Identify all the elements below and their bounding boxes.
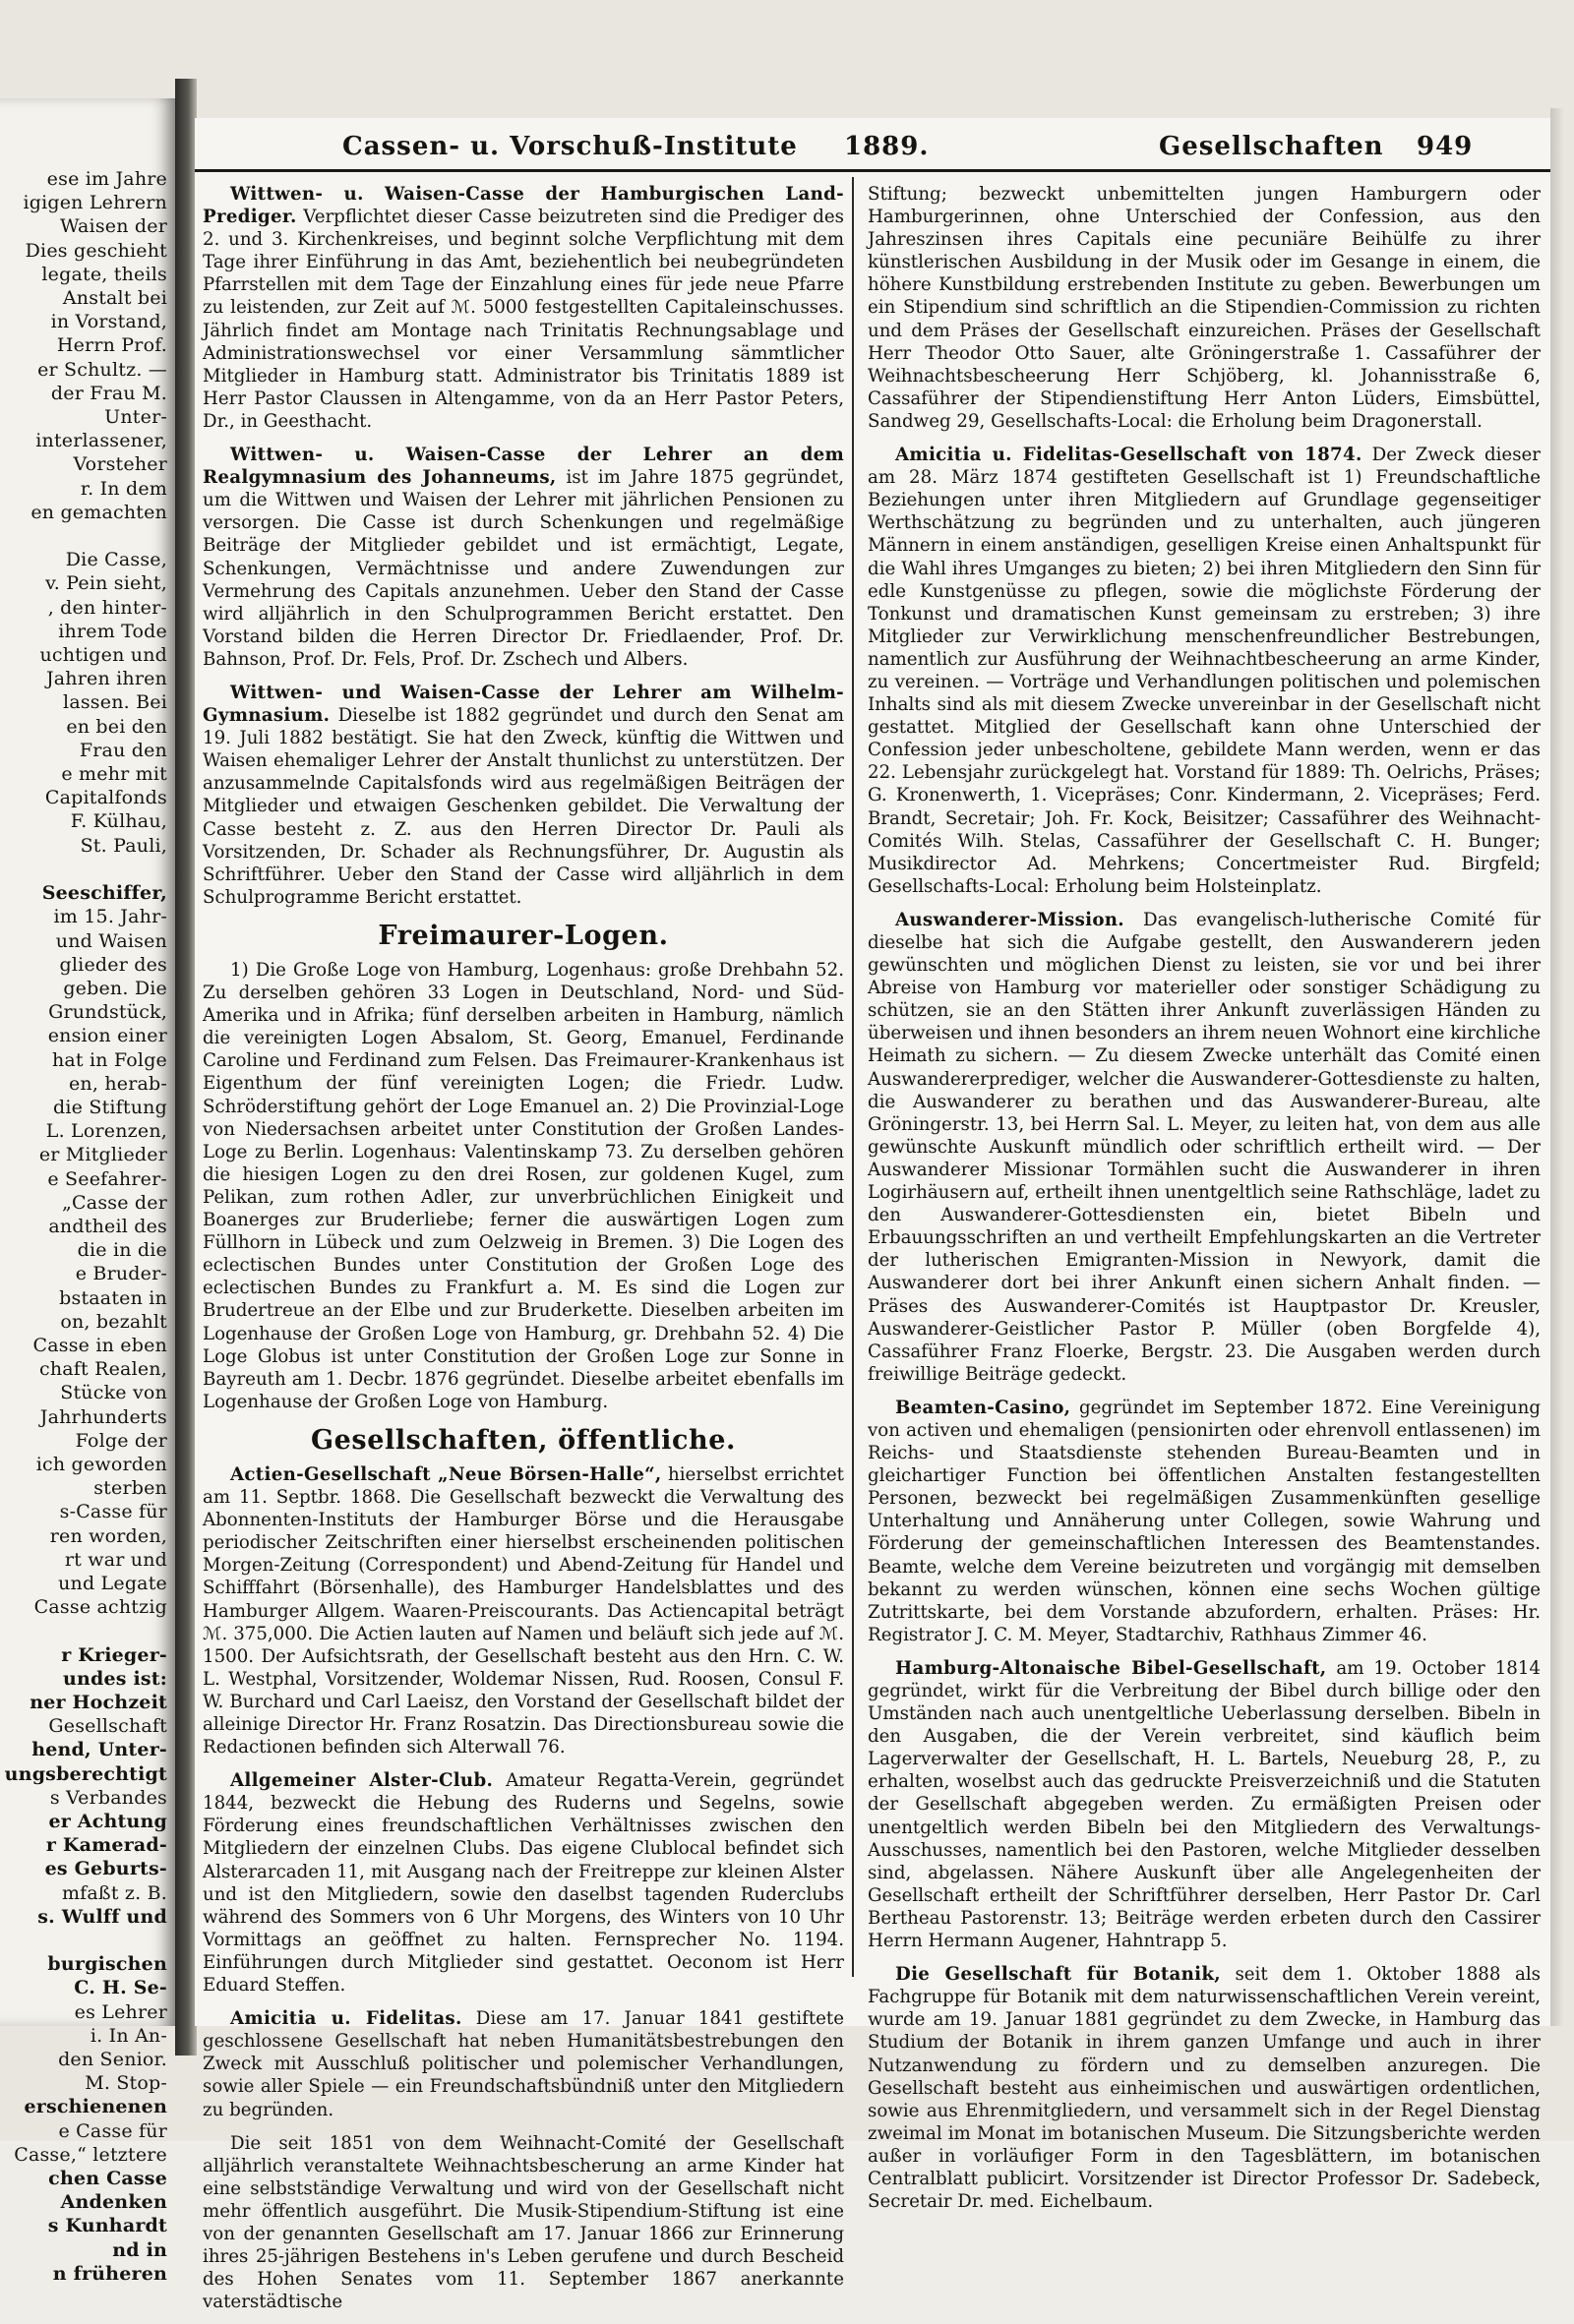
facing-page-line: e Bruder- [75,1263,167,1285]
facing-page-line: ihrem Tode [58,620,167,642]
entry-title: Amicitia u. Fidelitas. [230,2008,462,2030]
entry [868,1963,1541,2213]
entry-title: Wittwen- u. Waisen-Casse der Lehrer an dem Realgymnasium des Johanneums, [203,445,844,489]
facing-page-text [0,167,167,2286]
facing-page-line: s Verbandes [49,1786,167,1809]
facing-page-line: Anstalt bei [62,287,167,310]
entry: 1) Die Große Loge von Hamburg, Logenhaus: große Drehbahn 52. Zu derselben gehören 33 Logen in Deutschland, Nord- und Süd-Amerika und in Afrika; fünf derselben arbeiten in Hamburg, nämlich die vereinigten Logen Absalom, St. Georg, Emanuel, Ferdinande Caroline und Ferdinand zum Felsen. Das Freimaurer-Krankenhaus ist Eigenthum der fünf vereinigten Logen; die Friedr. Ludw. Schröderstiftung gehört der Loge Emanuel an. 2) Die Provinzial-Loge von Niedersachsen arbeitet unter Constitution der Großen Landes-Loge zu Berlin. Logenhaus: Valentinskamp 73. Zu derselben gehören die hiesigen Logen zu den drei Rosen, zur goldenen Kugel, zum Pelikan, zum rothen Adler, zur unverbrüchlichen Einigkeit und Boanerges zur Bruderliebe; ferner die auswärtigen Logen zum Füllhorn in Lübeck und zum Oelzweig in Bremen. 3) Die Logen des eclectischen Bundes unter Constitution der Großen Loge des eclectischen Bundes zu Frankfurt a. M. Es sind die Logen zur Brudertreue an der Elbe und zur Bruderkette. Dieselben arbeiten im Logenhause der Großen Loge von Hamburg, gr. Drehbahn 52. 4) Die Loge Globus ist unter Constitution der Großen Loge zur Sonne in Bayreuth am 1. Decbr. 1876 gegründet. Dieselbe arbeitet ebenfalls im Logenhause der Großen Loge von Hamburg. [203,960,844,1412]
facing-page-line: Herrn Prof. [56,334,167,357]
facing-page-line: chen Casse [48,2168,167,2190]
facing-page-line: Casse in eben [32,1334,167,1356]
section-heading-gesellschaften: Gesellschaften, öffentliche. [310,1424,737,1456]
page-number: 949 [1417,132,1474,161]
facing-page-line: , den hinter- [47,596,167,619]
facing-page-line: Frau den [79,739,167,761]
facing-page-line: e mehr mit [61,763,167,786]
facing-page-line: St. Pauli, [80,834,167,857]
facing-page-line [0,524,167,548]
entry-title: Wittwen- und Waisen-Casse der Lehrer am Wilhelm-Gymnasium. [203,682,844,727]
entry-text: Diese am 17. Januar 1841 gestiftete geschlossene Gesellschaft hat neben Humanitätsbestrebungen den Zweck mit Ausschluß politischer und polemischer Verhandlungen, sowie aller Spiele — ein Freundschaftsbündniß unter den Mitgliedern zu begründen. [203,2008,844,2120]
facing-page-line: er Mitglieder [38,1144,167,1166]
entry-continuation: Die seit 1851 von dem Weihnacht-Comité der Gesellschaft alljährlich veranstaltete Weihnachtsbescherung an arme Kinder hat eine selbstständige Verwaltung und wird von der Gesellschaft nicht mehr öffentlich ausgeführt. Die Musik-Stipendium-Stiftung ist eine von der genannten Gesellschaft am 17. Januar 1866 zur Erinnerung ihres 25-jährigen Bestehens in's Leben gerufene und durch Bescheid des Hohen Senates vom 11. September 1867 anerkannte vaterstädtische [203,2132,844,2313]
facing-page-line: „Casse der [62,1191,167,1214]
entry-title: Hamburg-Altonaische Bibel-Gesellschaft, [895,1657,1327,1679]
entry [203,1769,844,1996]
header-rule [195,169,1550,172]
facing-page-line: in Vorstand, [50,311,167,333]
facing-page-line: igigen Lehrern [23,192,167,214]
entry [203,2007,844,2120]
page-949 [195,118,1550,2313]
facing-page-line: Gesellschaft [48,1715,167,1738]
facing-page-line: geben. Die [63,977,167,999]
facing-page-line: Die Casse, [65,549,167,571]
facing-page-line: ren worden, [49,1524,167,1547]
facing-page-line: rt war und [64,1548,167,1571]
header-chapter-title: Gesellschaften [1159,132,1384,161]
entry-title: Allgemeiner Alster-Club. [230,1770,494,1792]
entry-text: Amateur Regatta-Verein, gegründet 1844, bezweckt die Hebung des Ruderns und Segelns, sowie Förderung eines freundschaftlichen Verhältnisses zwischen den Mitgliedern der einzelnen Clubs. Das eigene Clublocal befindet sich Alsterarcaden 11, mit Ausgang nach der Freitreppe zur kleinen Alster und ist den Mitgliedern, sowie den daselbst tagenden Ruderclubs während des Sommers von 6 Uhr Morgens, des Winters von 10 Uhr Vormittags an geöffnet zu halten. Fernsprecher No. 1194. Einführungen durch Mitglieder sind gestattet. Oeconom ist Herr Eduard Steffen. [203,1770,844,1996]
section-heading-freimaurer: Freimaurer-Logen. [378,920,669,951]
facing-page-fragment [0,98,175,2285]
facing-page-line: r Kamerad- [45,1834,167,1857]
facing-page-line [0,1619,167,1642]
facing-page-line: n früheren [52,2262,167,2285]
facing-page-line: die Stiftung [53,1096,167,1118]
facing-page-line: erschienenen [24,2096,167,2118]
facing-page-line: den Senior. [58,2049,167,2071]
header-section-title: Cassen- u. Vorschuß-Institute [342,132,798,161]
entry-text: gegründet im September 1872. Eine Vereinigung von activen und ehemaligen (pensionirten oder ehrenvoll entlassenen) im Reichs- und Staatsdienste stehenden Bureau-Beamten und in gleichartiger Function bei öffentlichen Anstalten festangestellten Personen, bezweckt bei regelmäßigen Zusammenkünften gesellige Unterhaltung und Annäherung unter Collegen, sowie Wahrung und Förderung der gemeinschaftlichen Interessen des Beamtenstandes. Beamte, welche dem Vereine beizutreten und vorgängig mit demselben bekannt zu werden wünschen, können eine sechs Wochen gültige Zutrittskarte, bei dem Vorstande abzufordern, erhalten. Präses: Hr. Registrator J. C. M. Meyer, Stadtarchiv, Rathhaus Zimmer 46. [868,1397,1541,1645]
facing-page-line: ension einer [47,1025,167,1047]
facing-page-line: e Casse für [58,2119,167,2142]
entry-title: Actien-Gesellschaft „Neue Börsen-Halle“, [230,1463,662,1485]
facing-page-line: s. Wulff und [37,1905,167,1928]
facing-page-line: r Krieger- [61,1643,167,1666]
facing-page-line: die in die [77,1239,167,1262]
facing-page-line: L. Lorenzen, [45,1120,167,1143]
facing-page-line: hend, Unter- [31,1739,167,1761]
facing-page-line: M. Stop- [85,2072,167,2095]
facing-page-line: en bei den [66,715,167,738]
facing-page-line: i. In An- [90,2024,167,2047]
column-divider [852,177,854,1977]
facing-page-line: Folge der [75,1429,167,1452]
facing-page-line: interlassener, [35,430,167,452]
entry-title: Amicitia u. Fidelitas-Gesellschaft von 1874. [895,445,1362,466]
facing-page-line: ich geworden [35,1453,167,1475]
entry-text: hierselbst errichtet am 11. Septbr. 1868. Die Gesellschaft bezweckt die Verwaltung des Abonnenten-Instituts der Hamburger Börse und die Herausgabe periodischer Zeitschriften einer hierselbst erscheinenden politischen Morgen-Zeitung (Correspondent) und Abend-Zeitung für Handel und Schifffahrt (Börsenhalle), des Hamburger Handelsblattes und des Hamburger Allgem. Waaren-Preiscourants. Das Actiencapital beträgt ℳ. 375,000. Die Actien lauten auf Namen und beläuft sich jede auf ℳ. 1500. Der Aufsichtsrath, der Gesellschaft besteht aus den Hrn. C. W. L. Westphal, Vorsitzender, Woldemar Nissen, Rud. Roosen, Consul F. W. Burchard und Carl Laeisz, den Vorstand der Gesellschaft bildet der alleinige Director Hr. Franz Rosatzin. Das Directionsbureau sowie die Redactionen befinden sich Alterwall 76. [203,1463,844,1758]
entry [868,444,1541,898]
entry [203,444,844,671]
facing-page-line: Jahrhunderts [39,1405,167,1428]
facing-page-line: legate, theils [41,263,167,285]
facing-page-line [0,1929,167,1952]
entry-text: Dieselbe ist 1882 gegründet und durch den Senat am 19. Juli 1882 bestätigt. Sie hat den Zweck, künftig die Wittwen und Waisen ehemaliger Lehrer der Anstalt thunlichst zu unterstützen. Der anzusammelnde Capitalsfonds wird aus regelmäßigen Beiträgen der Mitglieder und etwaigen Geschenken gebildet. Die Verwaltung der Casse besteht z. Z. aus den Herren Director Dr. Pauli als Vorsitzenden, Dr. Schader als Rechnungsführer, Dr. Augustin als Schriftführer. Ueber den Stand der Casse wird alljährlich in dem Schulprogramme Bericht erstattet. [203,705,844,908]
facing-page-line: Stücke von [60,1382,167,1404]
entry-text: Das evangelisch-lutherische Comité für dieselbe hat sich die Aufgabe gestellt, den Auswanderern jeden gewünschten und möglichen Dienst zu leisten, sie vor und bei ihrer Abreise von Hamburg vor materieller oder sonstiger Schädigung zu schützen, sie an den Stätten ihrer Ankunft zuverlässigen Händen zu überweisen und ihnen besonders an ihrem neuen Wohnort eine kirchliche Heimath zu sichern. — Zu diesem Zwecke unterhält das Comité einen Auswandererprediger, welcher die Auswanderer-Gottesdienste zu halten, die Auswanderer zu berathen und das Auswanderer-Bureau, alte Gröningerstr. 13, bei Herrn Sal. L. Meyer, zu leiten hat, von dem aus alle gewünschte Auskunft mündlich oder schriftlich ertheilt wird. — Der Auswanderer Missionar Tormählen sucht die Auswanderer in ihren Logirhäusern auf, ertheilt ihnen unentgeltlich seine Rathschläge, ladet zu den Auswanderer-Gottesdiensten ein, bietet Bibeln und Erbauungsschriften an und vertheilt Empfehlungskarten an die Vertreter der lutherischen Emigranten-Mission in Newyork, damit die Auswanderer dort bei ihrer Ankunft einen sichern Anhalt finden. — Präses des Auswanderer-Comités ist Hauptpastor Dr. Kreusler, Auswanderer-Geistlicher Pastor P. Müller (oben Borgfelde 4), Cassaführer Franz Floerke, Bergstr. 23. Die Ausgaben werden durch freiwillige Beiträge gedeckt. [868,909,1541,1385]
facing-page-line: Casse achtzig [33,1596,167,1619]
facing-page-line: sterben [93,1477,167,1500]
entry-text: Der Zweck dieser am 28. März 1874 gestifteten Gesellschaft ist 1) Freundschaftliche Beziehungen unter ihren Mitgliedern auf Grundlage gegenseitiger Werthschätzung zu begründen und zu unterhalten, auch jüngeren Männern in einem anständigen, geselligen Kreise einen Anhaltspunkt für die Wahl ihres Umganges zu bieten; 2) bei ihren Mitgliedern den Sinn für edle Kunstgenüsse zu pflegen, sowie die möglichste Förderung der Tonkunst und dramatischen Kunst gemeinsam zu erstreben; 3) ihre Mitglieder zur Verwirklichung menschenfreundlicher Bestrebungen, namentlich zur Ausführung der Weihnachtbescheerung an arme Kinder, zu vereinen. — Vorträge und Verhandlungen politischen und polemischen Inhalts sind als mit diesem Zwecke unvereinbar in der Gesellschaft nicht gestattet. Mitglied der Gesellschaft kann ohne Unterschied der Confession jeder unbescholtene, gebildete Mann werden, wenn er das 22. Lebensjahr zurückgelegt hat. Vorstand für 1889: Th. Oelrichs, Präses; G. Kronenwerth, 1. Vicepräses; Conr. Kindermann, 2. Vicepräses; Ferd. Brandt, Secretair; Joh. Fr. Kock, Beisitzer; Cassaführer des Weihnacht-Comités Wilh. Stelas, Cassaführer der Gesellschaft C. H. Bunger; Musikdirector Ad. Mehrkens; Concertmeister Rud. Birgfeld; Gesellschafts-Local: Erholung beim Holsteinplatz. [868,445,1541,897]
book-gutter [175,79,197,2056]
facing-page-line [0,858,167,881]
entry [868,1657,1541,1952]
facing-page-line: v. Pein sieht, [45,572,167,595]
facing-page-line: der Frau M. [50,382,167,404]
facing-page-line: Capitalfonds [44,787,167,809]
entry-title: Wittwen- u. Waisen-Casse der Hamburgischen Land-Prediger. [203,184,844,228]
entry [868,909,1541,1386]
entry [203,682,844,909]
facing-page-line: undes ist: [62,1667,167,1690]
facing-page-line: Jahren ihren [45,668,167,690]
facing-page-line: im 15. Jahr- [53,906,167,928]
entry-title: Die Gesellschaft für Botanik, [895,1964,1221,1986]
facing-page-line: Casse,“ letztere [14,2143,167,2166]
facing-page-line: ese im Jahre [46,168,167,190]
facing-page-line: chaft Realen, [39,1358,167,1381]
entry-text: seit dem 1. Oktober 1888 als Fachgruppe für Botanik mit dem naturwissenschaftlichen Verein vereint, wurde am 19. Januar 1881 gegründet zu dem Zwecke, in Hamburg das Studium der Botanik in ihrem ganzen Umfange und auch in ihrer Nutzanwendung zu fördern und zu demselben anzuregen. Die Gesellschaft besteht aus einheimischen und auswärtigen ordentlichen, sowie aus Ehrenmitgliedern, und versammelt sich in der Regel Dienstag zweimal im Monat im botanischen Museum. Die Sitzungsberichte werden außer in vorläufiger Form in den Tagesblättern, im botanischen Centralblatt publicirt. Vorsitzender ist Director Professor Dr. Sadebeck, Secretair Dr. med. Eichelbaum. [868,1964,1541,2213]
header-year: 1889. [844,132,930,161]
facing-page-line: en, herab- [68,1072,167,1095]
facing-page-line: nd in [112,2238,167,2261]
facing-page-line: lassen. Bei [63,691,167,714]
page-edge-shadow [1550,108,1564,2026]
facing-page-line: Dies geschieht [25,239,167,262]
facing-page-line: er Schultz. — [37,358,167,381]
facing-page-line: burgischen [47,1953,167,1976]
entry-title: Beamten-Casino, [895,1397,1071,1418]
facing-page-line: bstaaten in [59,1286,167,1309]
facing-page-line: ner Hochzeit [30,1692,167,1713]
facing-page-line: r. In dem [80,477,167,500]
facing-page-line: Unter- [104,406,167,429]
facing-page-line: uchtigen und [39,644,167,667]
facing-page-line: hat in Folge [51,1048,167,1071]
facing-page-line: und Waisen [55,929,167,952]
right-column [868,183,1541,2224]
facing-page-line: s Kunhardt [47,2215,167,2237]
facing-page-line: es Geburts- [44,1858,167,1880]
facing-page-line: Andenken [60,2191,167,2214]
entry-text: am 19. October 1814 gegründet, wirkt für die Verbreitung der Bibel durch billige oder den Umständen nach auch unentgeltliche Ueberlassung derselben. Bibeln in den Ausgaben, die der Verein verbreitet, sind käuflich beim Lagerverwalter der Gesellschaft, H. L. Bartels, Neueburg 28, P., zu erhalten, woselbst auch das gedruckte Preisverzeichniß und die Statuten der Gesellschaft abgegeben werden. Zu ermäßigten Preisen oder unentgeltlich werden Bibeln bei den Mitgliedern des Verwaltungs-Ausschusses, namentlich bei den Pastoren, welche Mitglieder desselben sind, abgelassen. Nähere Auskunft über alle Angelegenheiten der Gesellschaft ertheilt der Schriftführer derselben, Herr Pastor Dr. Carl Bertheau Pastorenstr. 13; Beiträge werden erbeten durch den Cassirer Herrn Hermann Augener, Hahntrapp 5. [868,1657,1541,1952]
facing-page-line: glieder des [59,953,167,976]
facing-page-line: Grundstück, [48,1001,167,1024]
facing-page-line: F. Külhau, [70,810,167,833]
facing-page-line: e Seefahrer- [47,1167,167,1190]
running-header [195,118,1550,171]
entry-text: Verpflichtet dieser Casse beizutreten sind die Prediger des 2. und 3. Kirchenkreises, und beginnt solche Verpflichtung mit dem Tage ihrer Einführung in das Amt, beziehentlich bei neubegründeten Pfarrstellen mit dem Tage der Einzahlung eines für jede neue Pfarre zu leistenden, zur Zeit auf ℳ. 5000 festgestellten Capitaleinschusses. Jährlich findet am Montage nach Trinitatis Rechnungsablage und Administrationswechsel vor einer Versammlung sämmtlicher Mitglieder in Hamburg statt. Administrator bis Trinitatis 1889 ist Herr Pastor Claussen in Altengamme, von da an Herr Pastor Peters, Dr., in Geesthacht. [203,207,844,432]
facing-page-line: Vorsteher [73,453,167,476]
facing-page-line: andtheil des [48,1215,167,1237]
facing-page-line: en gemachten [30,501,167,523]
facing-page-line: on, bezahlt [60,1310,167,1333]
entry-continuation: Stiftung; bezweckt unbemittelten jungen Hamburgern oder Hamburgerinnen, ohne Unterschied der Confession, aus den Jahreszinsen ihres Capitals eine pecuniäre Beihülfe zu ihrer künstlerischen Ausbildung in der Musik oder im Gesange in einem, die höhere Kunstbildung erstrebenden Institute zu geben. Bewerbungen um ein Stipendium sind schriftlich an die Stipendien-Commission zu richten und dem Präses der Gesellschaft einzureichen. Präses der Gesellschaft Herr Theodor Otto Sauer, alte Gröningerstraße 1. Cassaführer der Weihnachtsbescheerung Herr Schjöberg, kl. Johannisstraße 6, Cassaführer der Stipendienstiftung Herr Anton Lüders, Eimsbüttel, Sandweg 29, Gesellschafts-Local: die Erholung beim Dragonerstall. [868,184,1541,432]
facing-page-line: s-Casse für [59,1501,167,1523]
facing-page-line: und Legate [58,1572,167,1594]
left-column [203,183,844,2324]
facing-page-line: Waisen der [59,215,167,238]
facing-page-line: er Achtung [48,1811,167,1833]
entry [868,1397,1541,1646]
facing-page-line: C. H. Se- [74,1977,167,1999]
entry [203,1463,844,1758]
facing-page-line: es Lehrer [74,2000,167,2023]
entry-title: Auswanderer-Mission. [895,909,1124,930]
facing-page-line: ungsberechtigt [4,1762,167,1785]
facing-page-line: mfaßt z. B. [61,1881,167,1904]
entry [203,183,844,433]
entry-text: ist im Jahre 1875 gegründet, um die Wittwen und Waisen der Lehrer mit jährlichen Pensionen zu versorgen. Die Casse ist durch Schenkungen und regelmäßige Beiträge der Mitglieder gebildet und ist ermächtigt, Legate, Schenkungen, Vermächtnisse und andere Zuwendungen zur Vermehrung des Capitals anzunehmen. Ueber den Stand der Casse wird alljährlich in den Schulprogrammen Bericht erstattet. Den Vorstand bilden die Herren Director Dr. Friedlaender, Prof. Dr. Bahnson, Prof. Dr. Fels, Prof. Dr. Zschech und Albers. [203,467,844,670]
facing-page-line: Seeschiffer, [41,882,167,905]
